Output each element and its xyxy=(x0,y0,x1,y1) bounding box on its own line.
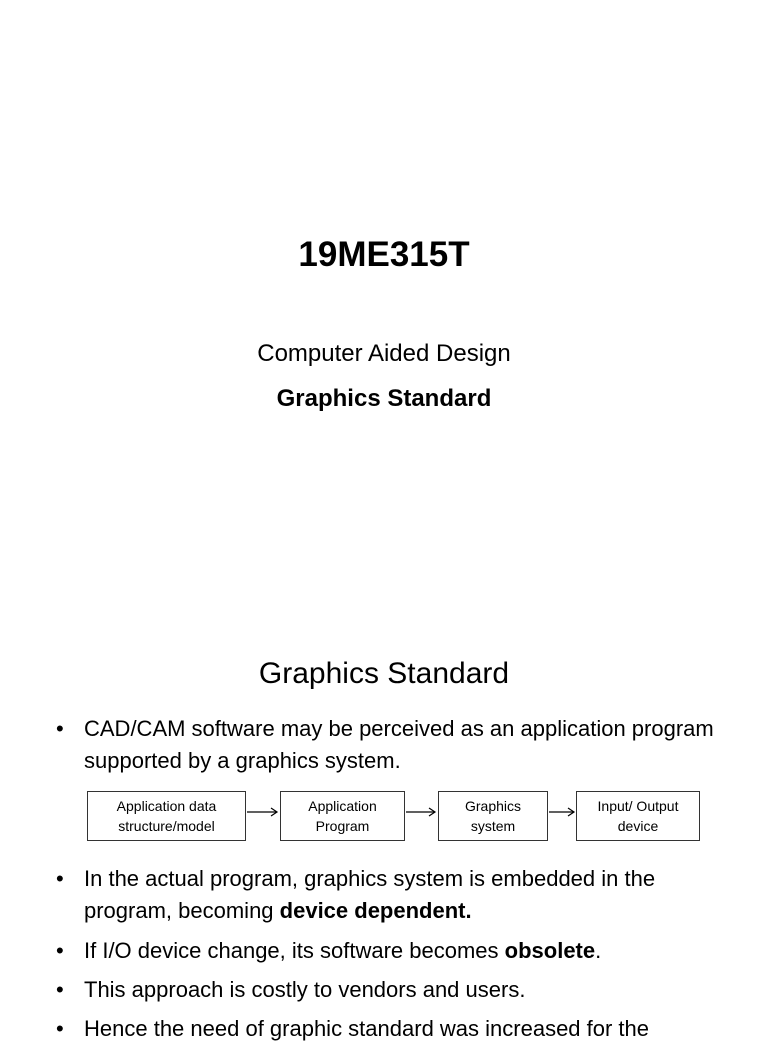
flow-box-io-device xyxy=(576,791,700,841)
box-label-line: Application data xyxy=(116,798,217,814)
slide-graphics-standard xyxy=(0,576,768,1041)
box-label-line: system xyxy=(470,818,516,834)
bullet-item xyxy=(56,713,716,777)
flow-box-data-structure xyxy=(87,791,246,841)
bullet-text: In the actual program, graphics system is embedded in the program, becoming xyxy=(84,866,656,923)
slide-heading: Graphics Standard xyxy=(258,657,510,690)
box-label-line: Application xyxy=(308,798,377,814)
arrow-right-icon xyxy=(548,806,576,818)
box-label-line: structure/model xyxy=(118,818,215,834)
box-label-line: Program xyxy=(315,818,370,834)
flow-box-graphics-system xyxy=(438,791,548,841)
bullet-item xyxy=(56,974,716,1006)
box-label-line: device xyxy=(617,818,659,834)
bullet-item xyxy=(56,863,716,927)
bullet-item xyxy=(56,1013,716,1045)
bullet-text: Hence the need of graphic standard was increased for the xyxy=(84,1016,650,1041)
flow-box-application-program xyxy=(280,791,405,841)
course-code-title: 19ME315T xyxy=(298,235,470,274)
bullet-emphasis: obsolete xyxy=(504,938,596,963)
topic-subtitle: Graphics Standard xyxy=(276,385,492,412)
bullet-item xyxy=(56,935,716,967)
bullet-dot: • xyxy=(56,866,64,891)
bullet-text: This approach is costly to vendors and users. xyxy=(84,977,526,1002)
bullet-text: CAD/CAM software may be perceived as an application program supported by a graphics system. xyxy=(84,716,714,773)
flow-diagram xyxy=(0,791,768,843)
bullet-emphasis: device dependent. xyxy=(279,898,472,923)
bullet-dot: • xyxy=(56,977,64,1002)
bullet-text: If I/O device change, its software becomes xyxy=(84,938,505,963)
bullet-text: . xyxy=(595,938,602,963)
box-label-line: Graphics xyxy=(464,798,522,814)
arrow-right-icon xyxy=(246,806,280,818)
box-label-line: Input/ Output xyxy=(597,798,679,814)
bullet-dot: • xyxy=(56,938,64,963)
course-name-subtitle: Computer Aided Design xyxy=(257,340,511,367)
arrow-right-icon xyxy=(405,806,438,818)
bullet-dot: • xyxy=(56,1016,64,1041)
bullet-dot: • xyxy=(56,716,64,741)
